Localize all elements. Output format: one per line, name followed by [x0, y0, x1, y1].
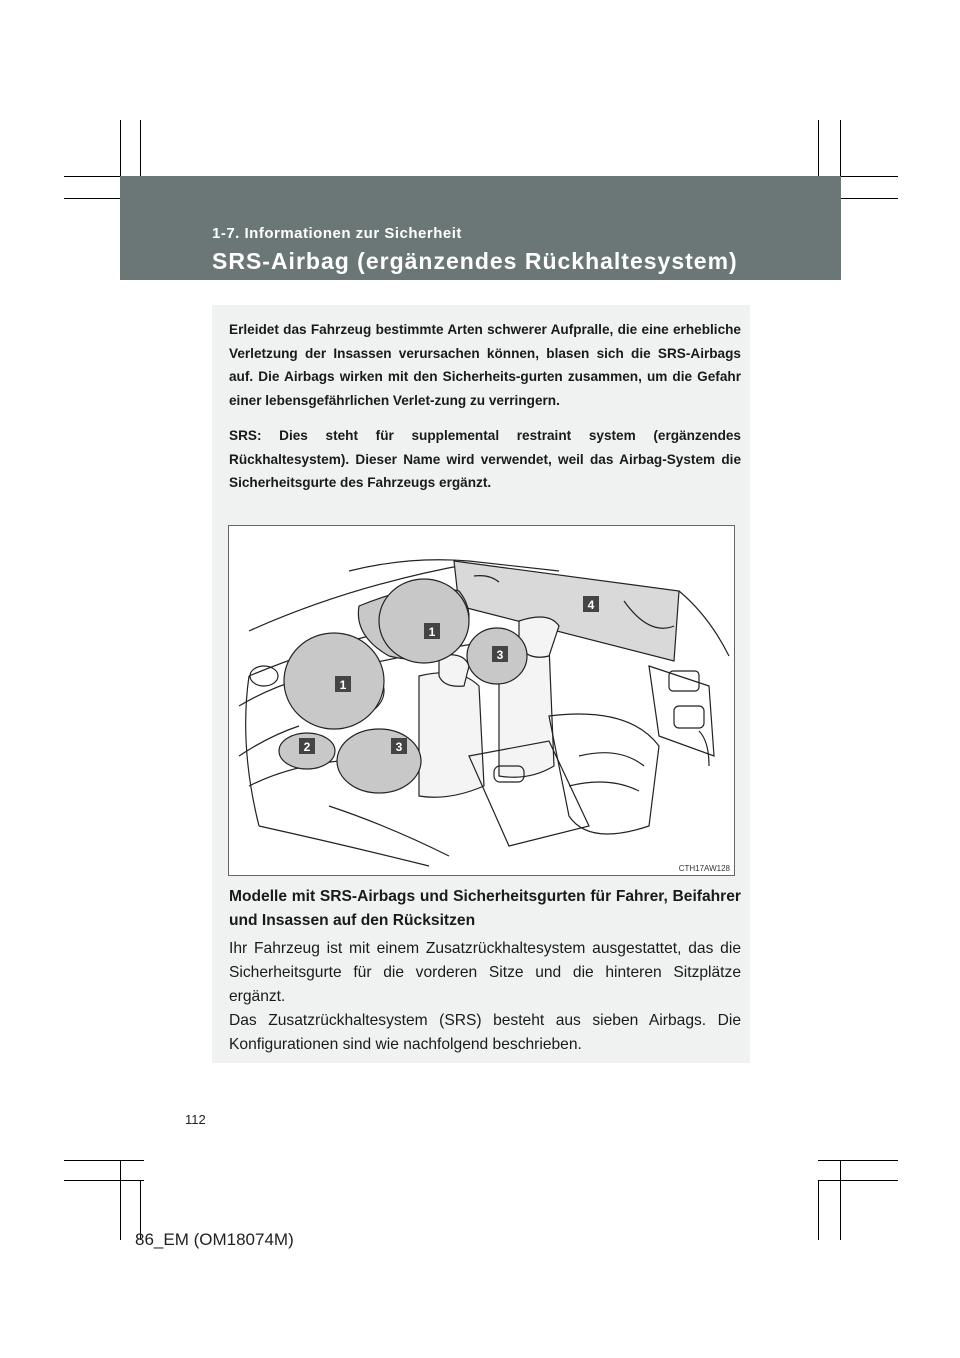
- crop-mark: [120, 1160, 121, 1240]
- crop-mark: [64, 1180, 144, 1181]
- svg-text:3: 3: [395, 740, 403, 754]
- crop-mark: [818, 1180, 819, 1240]
- body-paragraph: Ihr Fahrzeug ist mit einem Zusatzrückhaltesystem ausgestattet, das die Sicherheitsgurte für die vorderen Sitze und die hinteren Sitzplätze ergänzt.: [229, 940, 741, 1005]
- crop-mark: [840, 1160, 841, 1240]
- intro-text: [229, 318, 741, 507]
- intro-paragraph: Erleidet das Fahrzeug bestimmte Arten schwerer Aufpralle, die eine erhebliche Verletzung der Insassen verursachen können, blasen sich die SRS-Airbags auf. Die Airbags wirken mit den Sicherheits-gurten zusammen, um die Gefahr einer lebensgefährlichen Verlet-zung zu verringern.: [229, 322, 741, 408]
- svg-text:1: 1: [339, 678, 347, 692]
- airbag-illustration: [228, 525, 735, 876]
- svg-text:4: 4: [587, 598, 595, 612]
- svg-text:1: 1: [428, 625, 436, 639]
- svg-text:3: 3: [496, 648, 504, 662]
- figure-code: CTH17AW128: [678, 864, 730, 873]
- body-paragraph: Das Zusatzrückhaltesystem (SRS) besteht aus sieben Airbags. Die Konfigurationen sind wie nachfolgend beschrieben.: [229, 1012, 741, 1053]
- body-text: [229, 937, 741, 1057]
- page-title: SRS-Airbag (ergänzendes Rückhaltesystem): [212, 248, 738, 274]
- car-interior-drawing: [229, 526, 734, 875]
- page-number: 112: [185, 1112, 206, 1127]
- crop-mark: [64, 1160, 144, 1161]
- intro-paragraph: SRS: Dies steht für supplemental restraint system (ergänzendes Rückhaltesystem). Dieser Name wird verwendet, weil das Airbag-System die Sicherheitsgurte des Fahrzeugs ergänzt.: [229, 428, 741, 490]
- section-heading: Modelle mit SRS-Airbags und Sicherheitsgurten für Fahrer, Beifahrer und Insassen auf den Rücksitzen: [229, 888, 741, 929]
- crop-mark: [818, 1160, 898, 1161]
- section-label: 1-7. Informationen zur Sicherheit: [212, 225, 462, 242]
- svg-text:2: 2: [303, 740, 311, 754]
- crop-mark: [818, 1180, 898, 1181]
- document-code: 86_EM (OM18074M): [135, 1230, 294, 1249]
